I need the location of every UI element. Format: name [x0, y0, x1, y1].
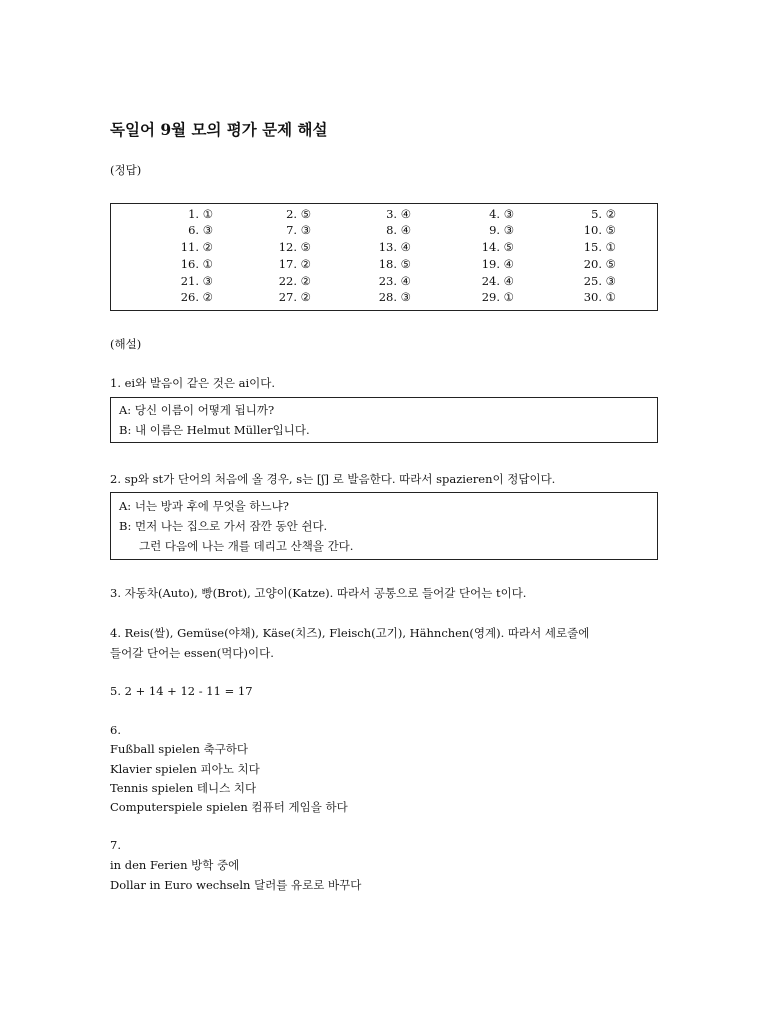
- answer-cell: 22. ②: [278, 274, 311, 288]
- q4-line-2: 들어갈 단어는 essen(먹다)이다.: [110, 646, 274, 660]
- answer-cell: 7. ③: [286, 223, 311, 237]
- q4-line-1: 4. Reis(쌀), Gemüse(야채), Käse(치즈), Fleisch(고기), Hähnchen(영계). 따라서 세로줄에: [110, 626, 590, 640]
- answer-cell: 15. ①: [583, 240, 616, 254]
- answer-cell: 8. ④: [386, 223, 411, 237]
- q7-number: 7.: [110, 838, 121, 852]
- q6-line-4: Computerspiele spielen 컴퓨터 게임을 하다: [110, 800, 348, 814]
- q7-line-2: Dollar in Euro wechseln 달러를 유로로 바꾸다: [110, 878, 362, 892]
- answer-cell: 21. ③: [180, 274, 213, 288]
- answer-cell: 3. ④: [386, 207, 411, 221]
- answer-cell: 14. ⑤: [481, 240, 514, 254]
- answer-cell: 5. ②: [591, 207, 616, 221]
- explanation-heading: (해설): [110, 337, 142, 351]
- q2-line-b: B: 먼저 나는 집으로 가서 잠깐 동안 쉰다.: [119, 519, 328, 533]
- answer-cell: 18. ⑤: [378, 257, 411, 271]
- q6-line-3: Tennis spielen 테니스 치다: [110, 781, 257, 795]
- answer-cell: 20. ⑤: [583, 257, 616, 271]
- q1-line-b: B: 내 이름은 Helmut Müller입니다.: [119, 423, 310, 437]
- answer-cell: 4. ③: [489, 207, 514, 221]
- answer-cell: 30. ①: [583, 290, 616, 304]
- q1-text: 1. ei와 발음이 같은 것은 ai이다.: [110, 376, 276, 390]
- q3-text: 3. 자동차(Auto), 빵(Brot), 고양이(Katze). 따라서 공통으로 들어갈 단어는 t이다.: [110, 586, 527, 600]
- q2-line-c: 그런 다음에 나는 개를 데리고 산책을 간다.: [139, 539, 354, 553]
- answer-cell: 10. ⑤: [583, 223, 616, 237]
- answers-heading: (정답): [110, 163, 142, 177]
- answer-cell: 28. ③: [378, 290, 411, 304]
- answer-cell: 12. ⑤: [278, 240, 311, 254]
- answer-cell: 27. ②: [278, 290, 311, 304]
- q5-text: 5. 2 + 14 + 12 - 11 = 17: [110, 684, 253, 698]
- answer-cell: 11. ②: [180, 240, 213, 254]
- q7-line-1: in den Ferien 방학 중에: [110, 858, 240, 872]
- q1-line-a: A: 당신 이름이 어떻게 됩니까?: [119, 403, 275, 417]
- answer-cell: 13. ④: [378, 240, 411, 254]
- answer-cell: 23. ④: [378, 274, 411, 288]
- q2-line-a: A: 너는 방과 후에 무엇을 하느냐?: [119, 499, 289, 513]
- q2-text: 2. sp와 st가 단어의 처음에 올 경우, s는 [ʃ] 로 발음한다. 따라서 spazieren이 정답이다.: [110, 472, 556, 486]
- answer-cell: 16. ①: [180, 257, 213, 271]
- q6-line-2: Klavier spielen 피아노 치다: [110, 762, 260, 776]
- answer-cell: 26. ②: [180, 290, 213, 304]
- q6-number: 6.: [110, 723, 121, 737]
- answer-cell: 1. ①: [188, 207, 213, 221]
- answer-cell: 6. ③: [188, 223, 213, 237]
- answer-cell: 19. ④: [481, 257, 514, 271]
- q1-dialog-box: [110, 397, 658, 443]
- answer-table: [110, 203, 658, 311]
- answer-cell: 24. ④: [481, 274, 514, 288]
- answer-cell: 25. ③: [583, 274, 616, 288]
- answer-cell: 17. ②: [278, 257, 311, 271]
- q2-dialog-box: [110, 492, 658, 560]
- answer-cell: 2. ⑤: [286, 207, 311, 221]
- answer-cell: 9. ③: [489, 223, 514, 237]
- page-title: 독일어 9월 모의 평가 문제 해설: [110, 120, 328, 139]
- q6-line-1: Fußball spielen 축구하다: [110, 742, 249, 756]
- answer-cell: 29. ①: [481, 290, 514, 304]
